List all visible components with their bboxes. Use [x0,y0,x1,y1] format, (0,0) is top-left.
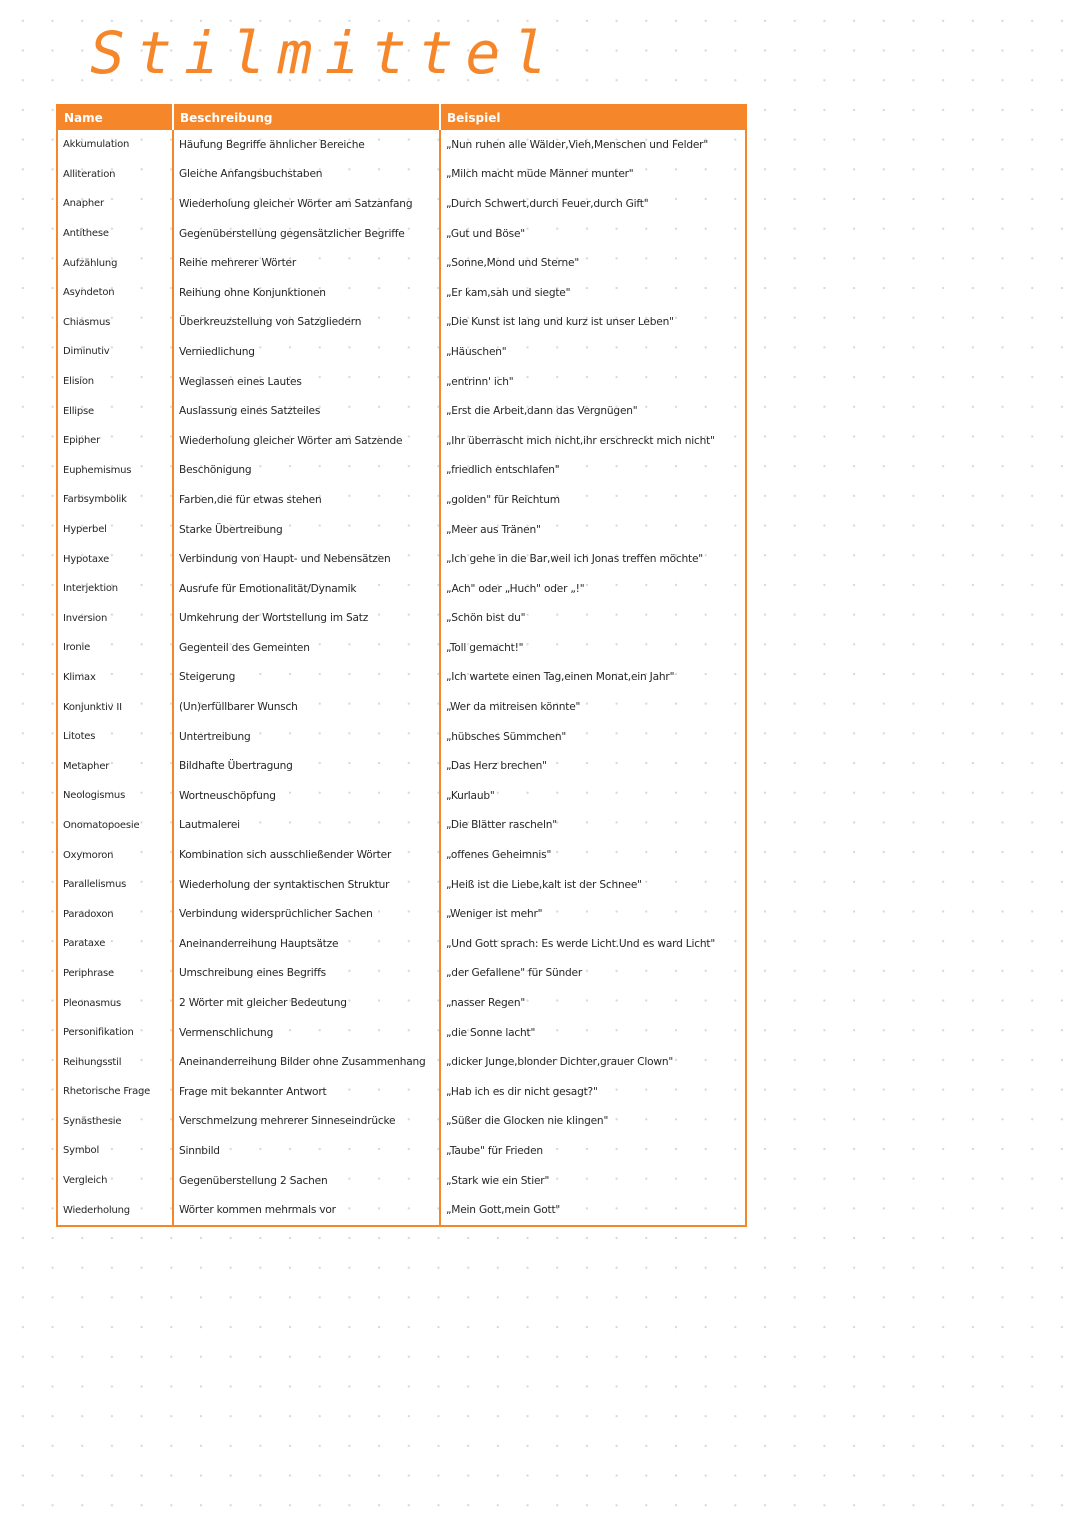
cell-beschreibung: Farben,die für etwas stehen [173,485,440,515]
cell-beispiel: „Das Herz brechen" [446,760,547,773]
cell-beispiel: „Ach" oder „Huch" oder „!" [446,582,585,595]
cell-name: Rhetorische Frage [57,1077,173,1107]
cell-beispiel: „Süßer die Glocken nie klingen" [446,1115,609,1128]
cell-beschreibung: Verbindung von Haupt- und Nebensätzen [173,544,440,574]
cell-name: Euphemismus [57,456,173,486]
cell-name: Litotes [57,722,173,752]
table-row [57,160,746,190]
cell-name: Parallelismus [57,870,173,900]
cell-name: Parataxe [57,929,173,959]
cell-beschreibung: Gleiche Anfangsbuchstaben [173,160,440,190]
cell-beschreibung: 2 Wörter mit gleicher Bedeutung [173,988,440,1018]
cell-beschreibung: Starke Übertreibung [173,515,440,545]
cell-beispiel: „Schön bist du" [446,612,526,625]
cell-beispiel: „Die Kunst ist lang und kurz ist unser Leben" [446,316,674,329]
cell-name: Symbol [57,1136,173,1166]
cell-beispiel: „Ich wartete einen Tag,einen Monat,ein Jahr" [446,671,675,684]
table-row [57,544,746,574]
cell-beispiel: „Kurlaub" [446,789,495,802]
cell-beispiel: „Und Gott sprach: Es werde Licht.Und es ward Licht" [446,937,716,950]
cell-beispiel: „Meer aus Tränen" [446,523,541,536]
table-row [57,781,746,811]
table-row [57,1077,746,1107]
cell-beschreibung: Verniedlichung [173,337,440,367]
cell-beschreibung: Wiederholung der syntaktischen Struktur [173,870,440,900]
cell-beispiel: „entrinn' ich" [446,375,514,388]
table-row [57,663,746,693]
cell-name: Hypotaxe [57,544,173,574]
cell-beispiel: „offenes Geheimnis" [446,849,552,862]
cell-beschreibung: Wiederholung gleicher Wörter am Satzanfang [173,189,440,219]
cell-beispiel: „nasser Regen" [446,997,526,1010]
cell-beschreibung: Weglassen eines Lautes [173,367,440,397]
cell-beschreibung: Gegenüberstellung gegensätzlicher Begriffe [173,219,440,249]
table-row [57,337,746,367]
cell-beispiel: „Er kam,sah und siegte" [446,286,571,299]
cell-beispiel: „Milch macht müde Männer munter" [446,168,634,181]
cell-beispiel: „Wer da mitreisen könnte" [446,701,581,714]
table-row [57,189,746,219]
table-row [57,308,746,338]
cell-beispiel: „Taube" für Frieden [446,1144,543,1157]
cell-name: Personifikation [57,1018,173,1048]
table-row [57,692,746,722]
cell-beschreibung: Umschreibung eines Begriffs [173,959,440,989]
cell-beispiel: „die Sonne lacht" [446,1026,536,1039]
table-row [57,988,746,1018]
cell-beschreibung: Kombination sich ausschließender Wörter [173,840,440,870]
cell-name: Konjunktiv II [57,692,173,722]
cell-beispiel: „friedlich entschlafen" [446,464,560,477]
table-row [57,485,746,515]
cell-beispiel: „Die Blätter rascheln" [446,819,557,832]
cell-beispiel: „Durch Schwert,durch Feuer,durch Gift" [446,197,649,210]
cell-beispiel: „Toll gemacht!" [446,641,524,654]
table-row [57,278,746,308]
cell-beschreibung: Aneinanderreihung Hauptsätze [173,929,440,959]
cell-beschreibung: Umkehrung der Wortstellung im Satz [173,604,440,634]
cell-name: Diminutiv [57,337,173,367]
cell-beschreibung: Gegenteil des Gemeinten [173,633,440,663]
cell-name: Metapher [57,751,173,781]
cell-name: Neologismus [57,781,173,811]
cell-name: Synästhesie [57,1107,173,1137]
cell-name: Asyndeton [57,278,173,308]
cell-name: Chiasmus [57,308,173,338]
cell-name: Periphrase [57,959,173,989]
cell-beispiel: „Gut und Böse" [446,227,525,240]
table-row [57,633,746,663]
column-header-beispiel: Beispiel [440,105,746,130]
cell-name: Anapher [57,189,173,219]
cell-name: Oxymoron [57,840,173,870]
cell-beispiel: „Ihr überrascht mich nicht,ihr erschreckt mich nicht" [446,434,715,447]
cell-name: Farbsymbolik [57,485,173,515]
cell-name: Pleonasmus [57,988,173,1018]
cell-beschreibung: Wörter kommen mehrmals vor [173,1195,440,1226]
cell-beschreibung: Reihe mehrerer Wörter [173,248,440,278]
table-row [57,1018,746,1048]
table-row [57,840,746,870]
cell-name: Klimax [57,663,173,693]
table-header-row [57,105,746,130]
cell-beschreibung: Reihung ohne Konjunktionen [173,278,440,308]
cell-beschreibung: Ausrufe für Emotionalität/Dynamik [173,574,440,604]
cell-beschreibung: Untertreibung [173,722,440,752]
table-row [57,751,746,781]
table-row [57,130,746,160]
cell-beispiel: „Hab ich es dir nicht gesagt?" [446,1085,598,1098]
cell-beschreibung: (Un)erfüllbarer Wunsch [173,692,440,722]
table-row [57,574,746,604]
cell-name: Onomatopoesie [57,811,173,841]
cell-beschreibung: Wortneuschöpfung [173,781,440,811]
cell-beispiel: „dicker Junge,blonder Dichter,grauer Clown" [446,1056,674,1069]
cell-beschreibung: Vermenschlichung [173,1018,440,1048]
cell-name: Alliteration [57,160,173,190]
cell-beschreibung: Verschmelzung mehrerer Sinneseindrücke [173,1107,440,1137]
cell-beispiel: „Häuschen" [446,345,507,358]
cell-name: Antithese [57,219,173,249]
cell-beschreibung: Frage mit bekannter Antwort [173,1077,440,1107]
cell-beispiel: „golden" für Reichtum [446,493,560,506]
table-row [57,426,746,456]
table-row [57,1047,746,1077]
cell-name: Ellipse [57,396,173,426]
cell-name: Vergleich [57,1166,173,1196]
cell-beschreibung: Gegenüberstellung 2 Sachen [173,1166,440,1196]
cell-name: Elision [57,367,173,397]
table-row [57,456,746,486]
table-row [57,1166,746,1196]
table-body [57,130,746,1226]
cell-name: Akkumulation [57,130,173,160]
table-row [57,248,746,278]
cell-beschreibung: Häufung Begriffe ähnlicher Bereiche [173,130,440,160]
table-row [57,515,746,545]
cell-name: Ironie [57,633,173,663]
table-row [57,1136,746,1166]
table-row [57,219,746,249]
cell-name: Hyperbel [57,515,173,545]
table-row [57,604,746,634]
cell-name: Inversion [57,604,173,634]
table-row [57,870,746,900]
cell-beispiel: „Sonne,Mond und Sterne" [446,257,580,270]
cell-beschreibung: Beschönigung [173,456,440,486]
cell-name: Epipher [57,426,173,456]
cell-name: Paradoxon [57,899,173,929]
cell-beschreibung: Wiederholung gleicher Wörter am Satzende [173,426,440,456]
cell-beispiel: „Erst die Arbeit,dann das Vergnügen" [446,405,638,418]
cell-beispiel: „Heiß ist die Liebe,kalt ist der Schnee" [446,878,642,891]
column-header-name: Name [57,105,173,130]
cell-name: Interjektion [57,574,173,604]
table-row [57,1107,746,1137]
cell-beschreibung: Steigerung [173,663,440,693]
cell-beschreibung: Bildhafte Übertragung [173,751,440,781]
cell-beschreibung: Sinnbild [173,1136,440,1166]
cell-beispiel: „Ich gehe in die Bar,weil ich Jonas treffen möchte" [446,553,703,566]
table-row [57,722,746,752]
table-row [57,899,746,929]
cell-beschreibung: Lautmalerei [173,811,440,841]
cell-name: Reihungsstil [57,1047,173,1077]
cell-beschreibung: Überkreuzstellung von Satzgliedern [173,308,440,338]
table-row [57,1195,746,1226]
stilmittel-table [56,104,747,1227]
cell-beispiel: „Stark wie ein Stier" [446,1174,550,1187]
table-row [57,929,746,959]
cell-beispiel: „hübsches Sümmchen" [446,730,567,743]
table-row [57,367,746,397]
cell-beispiel: „Mein Gott,mein Gott" [446,1204,561,1217]
table-row [57,811,746,841]
table-row [57,959,746,989]
cell-name: Wiederholung [57,1195,173,1226]
cell-name: Aufzählung [57,248,173,278]
cell-beispiel: „der Gefallene" für Sünder [446,967,582,980]
table-row [57,396,746,426]
column-header-beschreibung: Beschreibung [173,105,440,130]
cell-beschreibung: Auslassung eines Satzteiles [173,396,440,426]
cell-beispiel: „Nun ruhen alle Wälder,Vieh,Menschen und Felder" [446,138,709,151]
page-title: Stilmittel [90,19,560,87]
cell-beschreibung: Aneinanderreihung Bilder ohne Zusammenhang [173,1047,440,1077]
cell-beispiel: „Weniger ist mehr" [446,908,543,921]
cell-beschreibung: Verbindung widersprüchlicher Sachen [173,899,440,929]
